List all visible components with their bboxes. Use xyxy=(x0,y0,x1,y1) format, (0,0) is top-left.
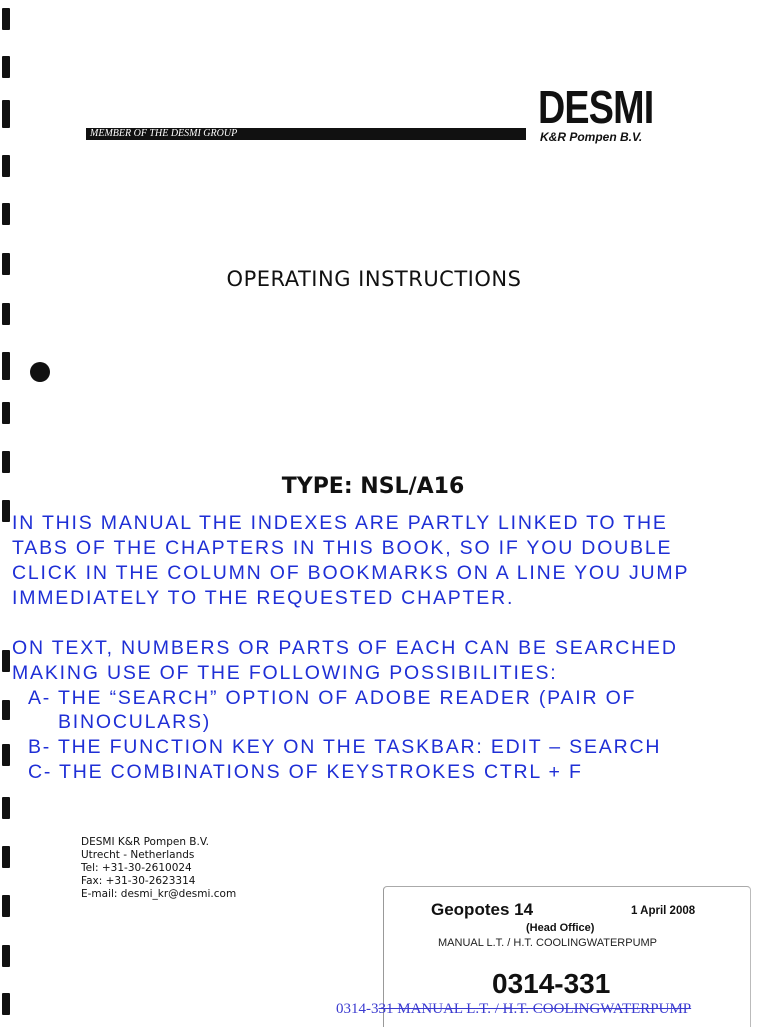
notice-item-a: A- THE “SEARCH” OPTION OF ADOBE READER (PAIR OF xyxy=(28,687,637,709)
notice-line: ON TEXT, NUMBERS OR PARTS OF EACH CAN BE SEARCHED xyxy=(12,637,678,659)
manual-name: MANUAL L.T. / H.T. COOLINGWATERPUMP xyxy=(438,937,658,949)
contact-city: Utrecht - Netherlands xyxy=(81,849,195,861)
company-name: K&R Pompen B.V. xyxy=(540,130,643,144)
member-text: MEMBER OF THE DESMI GROUP xyxy=(90,128,238,139)
contact-email: E-mail: desmi_kr@desmi.com xyxy=(81,888,237,900)
notice-line: IN THIS MANUAL THE INDEXES ARE PARTLY LINKED TO THE xyxy=(12,512,668,534)
notice-item-c: C- THE COMBINATIONS OF KEYSTROKES CTRL + F xyxy=(28,761,583,783)
contact-block xyxy=(81,836,236,901)
notice-line: IMMEDIATELY TO THE REQUESTED CHAPTER. xyxy=(12,587,515,609)
contact-fax: Fax: +31-30-2623314 xyxy=(81,875,196,887)
head-office-label: (Head Office) xyxy=(526,922,595,934)
pump-type: TYPE: NSL/A16 xyxy=(281,474,465,499)
notice-item-b: B- THE FUNCTION KEY ON THE TASKBAR: EDIT – SEARCH xyxy=(28,736,662,758)
notice-line: MAKING USE OF THE FOLLOWING POSSIBILITIES: xyxy=(12,662,558,684)
document-number: 0314-331 xyxy=(492,968,611,999)
document-title: OPERATING INSTRUCTIONS xyxy=(226,267,522,291)
footer-filename xyxy=(336,1001,691,1018)
contact-tel: Tel: +31-30-2610024 xyxy=(81,862,192,874)
contact-company: DESMI K&R Pompen B.V. xyxy=(81,836,210,848)
desmi-logo: DESMI xyxy=(538,81,654,133)
notice-line: TABS OF THE CHAPTERS IN THIS BOOK, SO IF YOU DOUBLE xyxy=(12,537,673,559)
notice-item-a-cont: BINOCULARS) xyxy=(58,711,212,733)
footer-struck-text: 31 MANUAL L.T. / H.T. COOLINGWATERPUMP xyxy=(378,1001,692,1017)
office-address: Geopotes 14 xyxy=(431,900,534,919)
issue-date: 1 April 2008 xyxy=(631,905,696,917)
footer-prefix: 0314-3 xyxy=(336,1001,379,1017)
notice-line: CLICK IN THE COLUMN OF BOOKMARKS ON A LINE YOU JUMP xyxy=(12,562,690,584)
